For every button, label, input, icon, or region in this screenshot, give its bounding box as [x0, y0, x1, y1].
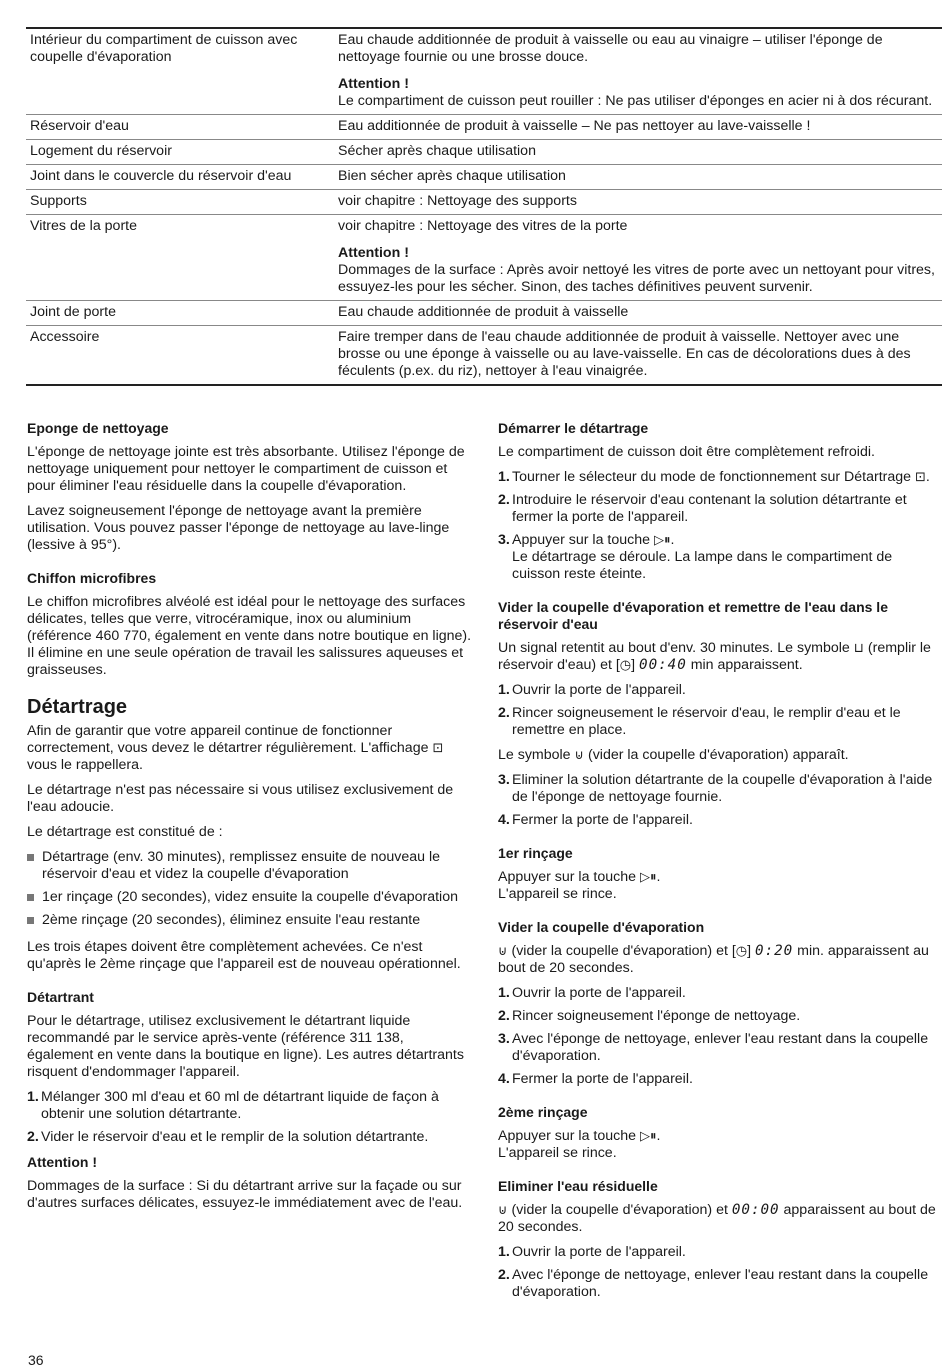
descale-display-icon: ⊡ [432, 741, 444, 756]
step-list [498, 772, 942, 829]
empty-tray-icon: ⊍ [574, 748, 585, 763]
paragraph: Appuyer sur la touche ▷⏸. L'appareil se rince. [498, 869, 661, 902]
table-row [26, 28, 942, 115]
time-display: 00:00 [731, 1202, 780, 1218]
step-list [498, 469, 942, 583]
attention-note: Dommages de la surface : Après avoir nettoyé les vitres de porte avec un nettoyant pour vitres, essuyez-les pour les sécher. Sinon, des taches définitives peuvent survenir. [338, 262, 935, 295]
step-list [498, 682, 942, 739]
table-cell-part: Joint de porte [26, 301, 334, 326]
attention-label: Attention ! [338, 245, 409, 261]
paragraph: Lavez soigneusement l'éponge de nettoyage avant la première utilisation. Vous pouvez passer l'éponge de nettoyage au lave-linge (lessive à 95°). [27, 503, 450, 553]
method-text: voir chapitre : Nettoyage des vitres de la porte [338, 218, 628, 234]
table-row [26, 165, 942, 190]
step-list [498, 1244, 942, 1301]
table-cell-part: Supports [26, 190, 334, 215]
table-cell-part: Logement du réservoir [26, 140, 334, 165]
section-heading: 2ème rinçage [498, 1104, 588, 1120]
paragraph: ⊍ (vider la coupelle d'évaporation) et 00:00 apparaissent au bout de 20 secondes. [498, 1202, 936, 1235]
square-bullet-icon [27, 917, 34, 924]
bullet-list [27, 849, 472, 929]
page-number: 36 [28, 1352, 44, 1368]
fill-tank-icon: ⊔ [853, 641, 864, 656]
start-pause-icon: ▷⏸ [639, 1129, 657, 1144]
paragraph: Le détartrage n'est pas nécessaire si vous utilisez exclusivement de l'eau adoucie. [27, 782, 454, 815]
attention-label: Attention ! [338, 76, 409, 92]
list-item: 3. Appuyer sur la touche ▷⏸. Le détartrage se déroule. La lampe dans le compartiment de cuisson reste éteinte. [498, 532, 942, 583]
table-row [26, 215, 942, 301]
table-cell-method: Bien sécher après chaque utilisation [334, 165, 942, 190]
cleaning-table [26, 27, 942, 386]
section-heading: Eliminer l'eau résiduelle [498, 1178, 658, 1194]
list-item: 2ème rinçage (20 secondes), éliminez ensuite l'eau restante [27, 912, 472, 929]
table-row [26, 326, 942, 386]
section-heading: Vider la coupelle d'évaporation et remettre de l'eau dans le réservoir d'eau [498, 599, 888, 632]
table-row [26, 115, 942, 140]
square-bullet-icon [27, 894, 34, 901]
list-item: 1. Mélanger 300 ml d'eau et 60 ml de détartrant liquide de façon à obtenir une solution détartrante. [27, 1089, 439, 1122]
empty-tray-icon: ⊍ [498, 1203, 508, 1218]
paragraph: Appuyer sur la touche ▷⏸. L'appareil se rince. [498, 1128, 661, 1161]
empty-tray-icon: ⊍ [498, 944, 508, 959]
step-list [498, 985, 942, 1088]
paragraph: Dommages de la surface : Si du détartrant arrive sur la façade ou sur d'autres surfaces délicates, essuyez-le immédiatement avec de l'eau. [27, 1178, 463, 1211]
step-list [27, 1089, 472, 1146]
section-heading: Démarrer le détartrage [498, 420, 649, 436]
descale-mode-icon: ⊡ [915, 470, 926, 485]
paragraph: Un signal retentit au bout d'env. 30 minutes. Le symbole ⊔ (remplir le réservoir d'eau) et [◷] 00:40 min apparaissent. [498, 640, 931, 673]
list-item: 2. Introduire le réservoir d'eau contenant la solution détartrante et fermer la porte de l'appareil. [498, 492, 907, 525]
section-heading: Vider la coupelle d'évaporation [498, 919, 705, 935]
table-cell-method [334, 215, 942, 301]
table-cell-method [334, 28, 942, 115]
list-item: 4. Fermer la porte de l'appareil. [498, 812, 693, 828]
section-heading: 1er rinçage [498, 845, 573, 861]
square-bullet-icon [27, 854, 34, 861]
time-display: 00:40 [639, 657, 687, 673]
table-row [26, 140, 942, 165]
section-heading: Chiffon microfibres [27, 570, 157, 586]
attention-note: Le compartiment de cuisson peut rouiller : Ne pas utiliser d'éponges en acier ni à dos récurant. [338, 93, 933, 109]
list-item: 4. Fermer la porte de l'appareil. [498, 1071, 693, 1087]
table-cell-method: Sécher après chaque utilisation [334, 140, 942, 165]
step-result: Le détartrage se déroule. La lampe dans le compartiment de cuisson reste éteinte. [512, 549, 893, 582]
list-item: 1. Ouvrir la porte de l'appareil. [498, 682, 686, 698]
paragraph: ⊍ (vider la coupelle d'évaporation) et [◷] 0:20 min. apparaissent au bout de 20 secondes. [498, 943, 929, 976]
table-row [26, 301, 942, 326]
table-cell-method: Eau additionnée de produit à vaisselle – Ne pas nettoyer au lave-vaisselle ! [334, 115, 942, 140]
chapter-title: Détartrage [27, 696, 128, 718]
attention-heading: Attention ! [27, 1154, 97, 1170]
right-column [498, 420, 942, 1309]
paragraph: Le chiffon microfibres alvéolé est idéal pour le nettoyage des surfaces délicates, telles que verre, vitrocéramique, inox ou aluminium (référence 460 770, également en vente dans notre boutique en ligne). Il élimine en une seule opération de travail les salissures aqueuses et graisseuses. [27, 594, 472, 678]
left-column [27, 420, 472, 1220]
paragraph: L'éponge de nettoyage jointe est très absorbante. Utilisez l'éponge de nettoyage uniquement pour nettoyer le compartiment de cuisson et pour éliminer l'eau résiduelle dans la coupelle d'évaporation. [27, 444, 465, 494]
paragraph: Le compartiment de cuisson doit être complètement refroidi. [498, 444, 875, 460]
method-text: Eau chaude additionnée de produit à vaisselle ou eau au vinaigre – utiliser l'éponge de nettoyage fournie ou une brosse douce. [338, 32, 883, 65]
list-item: 3. Eliminer la solution détartrante de la coupelle d'évaporation à l'aide de l'éponge de nettoyage fournie. [498, 772, 933, 805]
list-item: 1. Tourner le sélecteur du mode de fonctionnement sur Détartrage ⊡. [498, 469, 930, 485]
section-heading: Détartrant [27, 989, 94, 1005]
table-cell-part: Joint dans le couvercle du réservoir d'eau [26, 165, 334, 190]
table-cell-method: Eau chaude additionnée de produit à vaisselle [334, 301, 942, 326]
list-item: 2. Avec l'éponge de nettoyage, enlever l'eau restant dans la coupelle d'évaporation. [498, 1267, 929, 1300]
table-cell-part: Intérieur du compartiment de cuisson avec coupelle d'évaporation [26, 28, 334, 115]
table-row [26, 190, 942, 215]
table-cell-part: Réservoir d'eau [26, 115, 334, 140]
list-item: 1. Ouvrir la porte de l'appareil. [498, 985, 686, 1001]
paragraph: Le détartrage est constitué de : [27, 824, 223, 840]
table-cell-part: Accessoire [26, 326, 334, 386]
paragraph: Les trois étapes doivent être complètement achevées. Ce n'est qu'après le 2ème rinçage que l'appareil est de nouveau opérationnel. [27, 939, 461, 972]
table-cell-part: Vitres de la porte [26, 215, 334, 301]
paragraph: Pour le détartrage, utilisez exclusivement le détartrant liquide recommandé par le service après-vente (référence 311 138, également en vente dans la boutique en ligne). Les autres détartrants risquent d'endommager l'appareil. [27, 1013, 464, 1080]
start-pause-icon: ▷⏸ [639, 870, 657, 885]
list-item: Détartrage (env. 30 minutes), remplissez ensuite de nouveau le réservoir d'eau et videz la coupelle d'évaporation [27, 849, 472, 883]
section-heading: Eponge de nettoyage [27, 420, 169, 436]
table-cell-method: voir chapitre : Nettoyage des supports [334, 190, 942, 215]
timer-icon: ◷ [735, 944, 748, 959]
time-display: 0:20 [755, 943, 794, 959]
paragraph: Afin de garantir que votre appareil continue de fonctionner correctement, vous devez le détartrer régulièrement. L'affichage ⊡ vous le rappellera. [27, 723, 444, 773]
list-item: 2. Rincer soigneusement le réservoir d'eau, le remplir d'eau et le remettre en place. [498, 705, 901, 738]
list-item: 2. Rincer soigneusement l'éponge de nettoyage. [498, 1008, 801, 1024]
list-item: 1er rinçage (20 secondes), videz ensuite la coupelle d'évaporation [27, 889, 472, 906]
timer-icon: ◷ [619, 658, 632, 673]
start-pause-icon: ▷⏸ [653, 533, 671, 548]
table-cell-method: Faire tremper dans de l'eau chaude additionnée de produit à vaisselle. Nettoyer avec une brosse ou une éponge à vaisselle ou au lave-vaisselle. En cas de décolorations dues à des féculents (p.ex. du riz), nettoyer à l'eau vinaigrée. [334, 326, 942, 386]
paragraph: Le symbole ⊍ (vider la coupelle d'évaporation) apparaît. [498, 747, 849, 763]
list-item: 1. Ouvrir la porte de l'appareil. [498, 1244, 686, 1260]
list-item: 3. Avec l'éponge de nettoyage, enlever l'eau restant dans la coupelle d'évaporation. [498, 1031, 929, 1064]
list-item: 2. Vider le réservoir d'eau et le remplir de la solution détartrante. [27, 1129, 429, 1145]
